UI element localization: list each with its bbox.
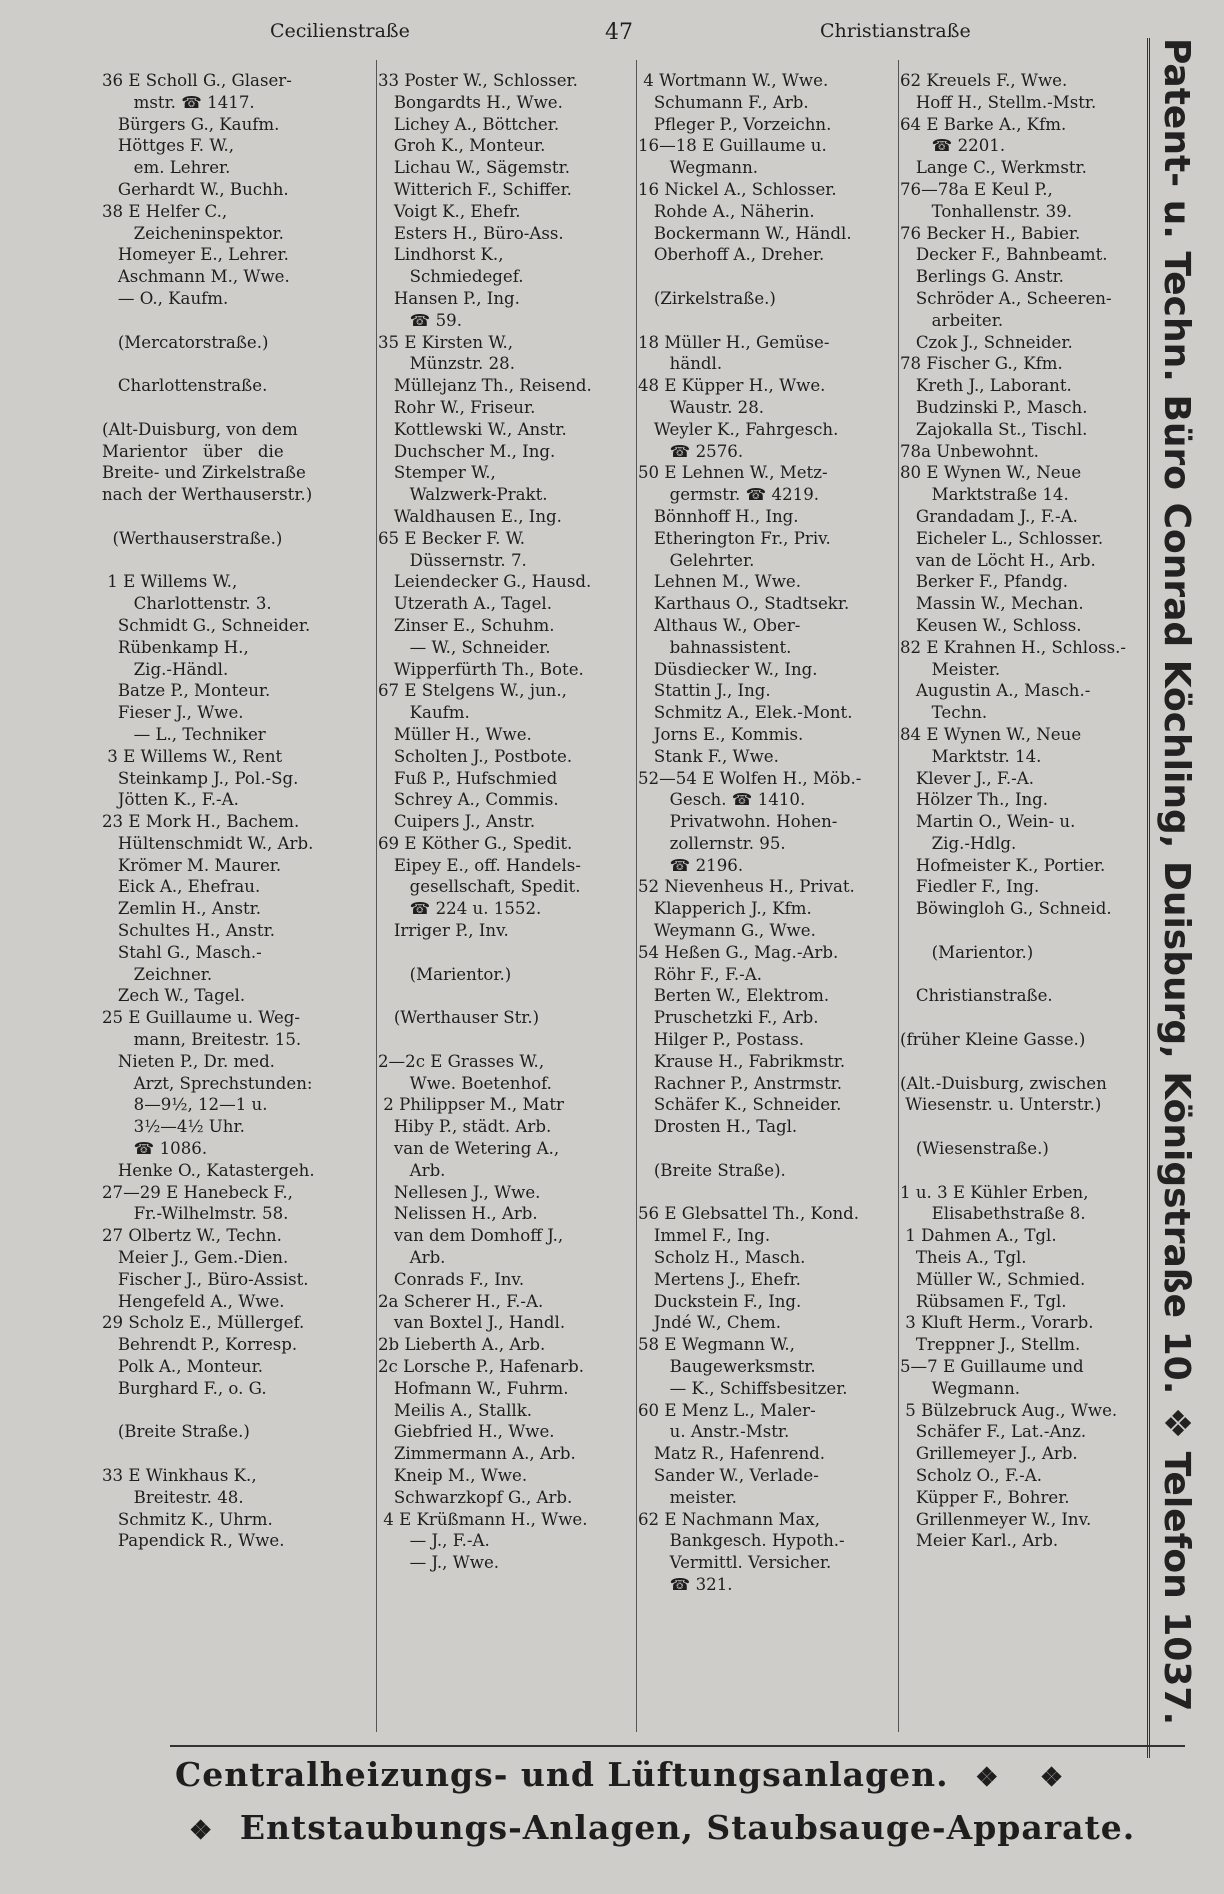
directory-line: Meilis A., Stallk. [378, 1400, 533, 1420]
directory-line: Elisabethstraße 8. [900, 1204, 1086, 1224]
directory-line [102, 550, 377, 572]
directory-line: Papendick R., Wwe. [102, 1531, 285, 1551]
directory-line: 2—2c E Grasses W., [378, 1051, 545, 1071]
directory-line: Münzstr. 28. [378, 354, 515, 374]
directory-line: (Marientor.) [900, 942, 1034, 962]
directory-line: Pfleger P., Vorzeichn. [638, 114, 832, 134]
directory-line: Jndé W., Chem. [638, 1313, 782, 1333]
directory-line: Leiendecker G., Hausd. [378, 572, 592, 592]
header-right-street: Christianstraße [820, 20, 971, 42]
directory-line: 33 Poster W., Schlosser. [378, 71, 578, 90]
directory-line: Homeyer E., Lehrer. [102, 245, 289, 265]
directory-line: Drosten H., Tagl. [638, 1117, 798, 1137]
directory-line: Waldhausen E., Ing. [378, 506, 562, 526]
directory-line: Bongardts H., Wwe. [378, 92, 563, 112]
directory-line: 52—54 E Wolfen H., Möb.- [638, 768, 862, 788]
directory-line: 16 Nickel A., Schlosser. [638, 179, 837, 199]
directory-line: ☎ 321. [638, 1574, 733, 1594]
directory-line: Nelissen H., Arb. [378, 1204, 538, 1224]
directory-line: Waustr. 28. [638, 397, 765, 417]
directory-line: Hofmann W., Fuhrm. [378, 1378, 569, 1398]
directory-line: 2b Lieberth A., Arb. [378, 1335, 546, 1355]
directory-line: 52 Nievenheus H., Privat. [638, 877, 855, 897]
directory-line: (Breite Straße). [638, 1160, 786, 1180]
directory-line: Höttges F. W., [102, 136, 235, 156]
directory-line: Stattin J., Ing. [638, 681, 771, 701]
directory-line: Stank F., Wwe. [638, 746, 779, 766]
directory-line: — J., Wwe. [378, 1553, 500, 1573]
footer-ad-line-1 [175, 1755, 1078, 1794]
directory-line: Fieser J., Wwe. [102, 703, 244, 723]
directory-line: 84 E Wynen W., Neue [900, 724, 1082, 744]
directory-line: van dem Domhoff J., [378, 1226, 564, 1246]
directory-line: Fischer J., Büro-Assist. [102, 1269, 309, 1289]
directory-line: Zemlin H., Anstr. [102, 899, 262, 919]
directory-line: Stahl G., Masch.- [102, 942, 262, 962]
directory-line: ☎ 224 u. 1552. [378, 899, 542, 919]
directory-line: Schmitz K., Uhrm. [102, 1509, 273, 1529]
directory-line: Schmitz A., Elek.-Mont. [638, 703, 853, 723]
directory-line: (Breite Straße.) [102, 1422, 250, 1442]
directory-line [102, 506, 377, 528]
directory-line: Mertens J., Ehefr. [638, 1269, 801, 1289]
directory-line: Eick A., Ehefrau. [102, 877, 261, 897]
directory-line: Zeichner. [102, 964, 213, 984]
directory-line: Marktstraße 14. [900, 485, 1069, 505]
directory-line: 56 E Glebsattel Th., Kond. [638, 1204, 860, 1224]
directory-line: Lange C., Werkmstr. [900, 158, 1087, 178]
directory-line: Batze P., Monteur. [102, 681, 271, 701]
directory-line [900, 1051, 1150, 1073]
directory-line: Schumann F., Arb. [638, 92, 809, 112]
side-advertisement [1147, 38, 1202, 1758]
directory-line: 2a Scherer H., F.-A. [378, 1291, 544, 1311]
directory-line: Müller H., Wwe. [378, 724, 532, 744]
directory-line: (Zirkelstraße.) [638, 288, 776, 308]
directory-line: 50 E Lehnen W., Metz- [638, 463, 828, 483]
directory-line: u. Anstr.-Mstr. [638, 1422, 790, 1442]
directory-line: 82 E Krahnen H., Schloss.- [900, 637, 1127, 657]
directory-line: 3½—4½ Uhr. [102, 1117, 245, 1137]
directory-line: (Werthauserstraße.) [102, 528, 283, 548]
directory-line [378, 1029, 643, 1051]
directory-line: Scholten J., Postbote. [378, 746, 573, 766]
directory-line: Arb. [378, 1160, 446, 1180]
directory-line: Irriger P., Inv. [378, 921, 509, 941]
directory-line: 62 E Nachmann Max, [638, 1509, 820, 1529]
directory-line: Meister. [900, 659, 1001, 679]
directory-line: 3 E Willems W., Rent [102, 746, 283, 766]
directory-line: Kneip M., Wwe. [378, 1466, 528, 1485]
directory-line: em. Lehrer. [102, 158, 231, 178]
directory-line: Böwingloh G., Schneid. [900, 899, 1112, 919]
directory-line: 1 E Willems W., [102, 572, 238, 592]
directory-line: Scholz H., Masch. [638, 1248, 806, 1268]
directory-line: Theis A., Tgl. [900, 1248, 1027, 1268]
directory-line: Jorns E., Kommis. [638, 724, 804, 744]
directory-line: Kaufm. [378, 703, 470, 723]
directory-line: Voigt K., Ehefr. [378, 201, 521, 221]
directory-line: 60 E Menz L., Maler- [638, 1400, 816, 1420]
directory-line: Privatwohn. Hohen- [638, 812, 838, 832]
directory-line: 35 E Kirsten W., [378, 332, 514, 352]
directory-line: Wipperfürth Th., Bote. [378, 659, 584, 679]
directory-line: Hültenschmidt W., Arb. [102, 833, 314, 853]
directory-line: Gesch. ☎ 1410. [638, 790, 806, 810]
directory-line: Zeicheninspektor. [102, 223, 284, 243]
directory-line: Christianstraße. [900, 986, 1053, 1006]
directory-line: ☎ 2196. [638, 855, 744, 875]
directory-line: Meier J., Gem.-Dien. [102, 1248, 289, 1268]
directory-line: Groh K., Monteur. [378, 136, 546, 156]
directory-line: Krömer M. Maurer. [102, 855, 282, 875]
directory-line: 23 E Mork H., Bachem. [102, 812, 300, 832]
directory-line: 78 Fischer G., Kfm. [900, 354, 1063, 374]
directory-line: Czok J., Schneider. [900, 332, 1073, 352]
directory-line: Grillemeyer J., Arb. [900, 1444, 1078, 1464]
directory-line: Müller W., Schmied. [900, 1269, 1086, 1289]
directory-line: Immel F., Ing. [638, 1226, 771, 1246]
directory-line: Zech W., Tagel. [102, 986, 246, 1006]
directory-line: Düsdiecker W., Ing. [638, 659, 818, 679]
directory-column-1 [102, 70, 377, 1552]
directory-line: Massin W., Mechan. [900, 594, 1084, 614]
directory-line: Martin O., Wein- u. [900, 812, 1076, 832]
directory-line: 48 E Küpper H., Wwe. [638, 376, 826, 396]
directory-line: Fiedler F., Ing. [900, 877, 1040, 897]
directory-line: Utzerath A., Tagel. [378, 594, 552, 614]
directory-line: 5 Bülzebruck Aug., Wwe. [900, 1400, 1118, 1420]
directory-line: Wwe. Boetenhof. [378, 1073, 552, 1093]
directory-line: Zimmermann A., Arb. [378, 1444, 576, 1464]
directory-line: meister. [638, 1487, 737, 1507]
directory-line: Pruschetzki F., Arb. [638, 1008, 819, 1028]
directory-line: ☎ 59. [378, 310, 462, 330]
directory-line: zollernstr. 95. [638, 833, 786, 853]
directory-line: Sander W., Verlade- [638, 1466, 819, 1485]
directory-line: (Mercatorstraße.) [102, 332, 269, 352]
directory-line: Augustin A., Masch.- [900, 681, 1091, 701]
directory-column-2 [378, 70, 643, 1574]
directory-line: 27—29 E Hanebeck F., [102, 1182, 293, 1202]
directory-line: Meier Karl., Arb. [900, 1531, 1059, 1551]
directory-line [638, 310, 900, 332]
directory-line: Henke O., Katastergeh. [102, 1160, 315, 1180]
directory-line: Berten W., Elektrom. [638, 986, 830, 1006]
directory-line: Duckstein F., Ing. [638, 1291, 802, 1311]
directory-line: Tonhallenstr. 39. [900, 201, 1073, 221]
directory-line: 65 E Becker F. W. [378, 528, 526, 548]
directory-line: Lichey A., Böttcher. [378, 114, 560, 134]
directory-line: 1 Dahmen A., Tgl. [900, 1226, 1057, 1246]
directory-line: Hoff H., Stellm.-Mstr. [900, 92, 1097, 112]
footer-ad-line-1-text: Centralheizungs- und Lüftungsanlagen. [175, 1755, 949, 1794]
directory-line: 36 E Scholl G., Glaser- [102, 71, 292, 90]
directory-line [638, 1182, 900, 1204]
directory-line: Burghard F., o. G. [102, 1378, 267, 1398]
directory-line: Zig.-Händl. [102, 659, 229, 679]
directory-line: Bockermann W., Händl. [638, 223, 852, 243]
directory-line: Bönnhoff H., Ing. [638, 506, 799, 526]
directory-line: Charlottenstraße. [102, 376, 268, 396]
directory-line: Stemper W., [378, 463, 496, 483]
directory-line: 58 E Wegmann W., [638, 1335, 795, 1355]
directory-line: gesellschaft, Spedit. [378, 877, 581, 897]
directory-line: Krause H., Fabrikmstr. [638, 1051, 846, 1071]
directory-line: Nellesen J., Wwe. [378, 1182, 541, 1202]
directory-line: van Boxtel J., Handl. [378, 1313, 566, 1333]
directory-line: Scholz O., F.-A. [900, 1466, 1043, 1485]
directory-line: Wiesenstr. u. Unterstr.) [900, 1095, 1102, 1115]
directory-line: Aschmann M., Wwe. [102, 267, 290, 287]
directory-line [900, 1116, 1150, 1138]
directory-line: Vermittl. Versicher. [638, 1553, 832, 1573]
directory-line: Lindhorst K., [378, 245, 504, 265]
directory-line: Schultes H., Anstr. [102, 921, 275, 941]
directory-line: Charlottenstr. 3. [102, 594, 272, 614]
directory-line: Grandadam J., F.-A. [900, 506, 1078, 526]
directory-column-4 [900, 70, 1150, 1552]
directory-line: Etherington Fr., Priv. [638, 528, 831, 548]
directory-line: Schmiedegef. [378, 267, 524, 287]
directory-line: 18 Müller H., Gemüse- [638, 332, 830, 352]
directory-line: mann, Breitestr. 15. [102, 1030, 302, 1050]
directory-line: bahnassistent. [638, 637, 792, 657]
directory-line: 5—7 E Guillaume und [900, 1357, 1084, 1377]
directory-line: Hengefeld A., Wwe. [102, 1291, 285, 1311]
directory-line: Marktstr. 14. [900, 746, 1042, 766]
directory-line: ☎ 2576. [638, 441, 744, 461]
directory-line: — O., Kaufm. [102, 288, 229, 308]
directory-line: Walzwerk-Prakt. [378, 485, 548, 505]
directory-line: Klever J., F.-A. [900, 768, 1035, 788]
directory-line: arbeiter. [900, 310, 1004, 330]
directory-line: (Marientor.) [378, 964, 512, 984]
directory-line: van de Löcht H., Arb. [900, 550, 1096, 570]
directory-line: 27 Olbertz W., Techn. [102, 1226, 282, 1246]
directory-line: Rachner P., Anstrmstr. [638, 1073, 843, 1093]
directory-line: Bürgers G., Kaufm. [102, 114, 280, 134]
directory-line: Matz R., Hafenrend. [638, 1444, 826, 1464]
directory-line [378, 942, 643, 964]
directory-line: Baugewerksmstr. [638, 1357, 816, 1377]
directory-line: Treppner J., Stellm. [900, 1335, 1081, 1355]
directory-line: Eipey E., off. Handels- [378, 855, 581, 875]
directory-line: Hölzer Th., Ing. [900, 790, 1049, 810]
directory-line [102, 310, 377, 332]
directory-line: Berker F., Pfandg. [900, 572, 1069, 592]
directory-line: — K., Schiffsbesitzer. [638, 1378, 848, 1398]
directory-line: Weyler K., Fahrgesch. [638, 419, 839, 439]
directory-line [900, 1160, 1150, 1182]
directory-line: Budzinski P., Masch. [900, 397, 1088, 417]
directory-line: Grillenmeyer W., Inv. [900, 1509, 1092, 1529]
directory-line: Witterich F., Schiffer. [378, 179, 572, 199]
directory-line: 54 Heßen G., Mag.-Arb. [638, 942, 839, 962]
directory-line: 78a Unbewohnt. [900, 441, 1039, 461]
directory-line: Küpper F., Bohrer. [900, 1487, 1070, 1507]
directory-line: Breite- und Zirkelstraße [102, 463, 306, 483]
directory-line: Fuß P., Hufschmied [378, 768, 558, 788]
directory-line: Oberhoff A., Dreher. [638, 245, 825, 265]
directory-line: Althaus W., Ober- [638, 615, 801, 635]
directory-line: Lichau W., Sägemstr. [378, 158, 570, 178]
directory-line: Weymann G., Wwe. [638, 921, 816, 941]
directory-line: van de Wetering A., [378, 1139, 560, 1159]
directory-line: (Werthauser Str.) [378, 1008, 540, 1028]
directory-line: Gerhardt W., Buchh. [102, 179, 289, 199]
directory-line: Hilger P., Postass. [638, 1030, 805, 1050]
directory-line: ☎ 1086. [102, 1139, 208, 1159]
directory-line: Breitestr. 48. [102, 1487, 244, 1507]
directory-line: Müllejanz Th., Reisend. [378, 376, 592, 396]
directory-line: Kreth J., Laborant. [900, 376, 1072, 396]
directory-line: Techn. [900, 703, 988, 723]
directory-line: Arb. [378, 1248, 446, 1268]
directory-line: 25 E Guillaume u. Weg- [102, 1008, 301, 1028]
directory-line: Schwarzkopf G., Arb. [378, 1487, 573, 1507]
ornament-icon: ❖ [975, 1763, 1000, 1793]
directory-line: Schäfer F., Lat.-Anz. [900, 1422, 1087, 1442]
directory-line: Conrads F., Inv. [378, 1269, 525, 1289]
directory-line: Klapperich J., Kfm. [638, 899, 812, 919]
directory-line: Gelehrter. [638, 550, 755, 570]
directory-line: 3 Kluft Herm., Vorarb. [900, 1313, 1094, 1333]
footer-ad-line-2-text: Entstaubungs-Anlagen, Staubsauge-Apparate. [239, 1808, 1136, 1847]
directory-line: 33 E Winkhaus K., [102, 1466, 257, 1485]
directory-line: Hofmeister K., Portier. [900, 855, 1106, 875]
directory-line: Düssernstr. 7. [378, 550, 527, 570]
directory-line [638, 1138, 900, 1160]
directory-line: Berlings G. Anstr. [900, 267, 1064, 287]
directory-line: Wegmann. [900, 1378, 1021, 1398]
ornament-icon: ❖ [1039, 1763, 1065, 1793]
directory-line: 62 Kreuels F., Wwe. [900, 71, 1068, 90]
directory-line: 4 Wortmann W., Wwe. [638, 71, 829, 90]
directory-line: Kottlewski W., Anstr. [378, 419, 567, 439]
directory-line [900, 964, 1150, 986]
directory-line: Rohr W., Friseur. [378, 397, 536, 417]
directory-line: (Alt.-Duisburg, zwischen [900, 1073, 1107, 1093]
directory-line: Duchscher M., Ing. [378, 441, 556, 461]
directory-line: — W., Schneider. [378, 637, 551, 657]
directory-line [102, 1443, 377, 1465]
directory-line: 29 Scholz E., Müllergef. [102, 1313, 305, 1333]
directory-line: Hansen P., Ing. [378, 288, 520, 308]
directory-line: Jötten K., F.-A. [102, 790, 239, 810]
directory-line: Steinkamp J., Pol.-Sg. [102, 768, 299, 788]
directory-line: Zinser E., Schuhm. [378, 615, 555, 635]
directory-line: Esters H., Büro-Ass. [378, 223, 564, 243]
directory-line: Zajokalla St., Tischl. [900, 419, 1088, 439]
directory-line: 8—9½, 12—1 u. [102, 1095, 268, 1115]
directory-line: (früher Kleine Gasse.) [900, 1030, 1086, 1050]
directory-line: 1 u. 3 E Kühler Erben, [900, 1182, 1089, 1202]
directory-line: 76—78a E Keul P., [900, 179, 1053, 199]
directory-line: Arzt, Sprechstunden: [102, 1073, 313, 1093]
directory-line: — L., Techniker [102, 724, 266, 744]
page-number: 47 [605, 20, 633, 45]
directory-line: (Alt-Duisburg, von dem [102, 419, 298, 439]
directory-line: 16—18 E Guillaume u. [638, 136, 827, 156]
directory-line: 2 Philippser M., Matr [378, 1095, 564, 1115]
directory-line: 4 E Krüßmann H., Wwe. [378, 1509, 588, 1529]
directory-line [378, 985, 643, 1007]
directory-line: händl. [638, 354, 723, 374]
directory-column-3 [638, 70, 900, 1596]
directory-line: germstr. ☎ 4219. [638, 485, 820, 505]
directory-line: Schrey A., Commis. [378, 790, 559, 810]
directory-line [102, 1400, 377, 1422]
directory-line: Hiby P., städt. Arb. [378, 1117, 552, 1137]
directory-line: Rohde A., Näherin. [638, 201, 815, 221]
directory-line: 38 E Helfer C., [102, 201, 228, 221]
ornament-icon: ❖ [189, 1816, 214, 1846]
directory-line [900, 1007, 1150, 1029]
directory-line [900, 920, 1150, 942]
directory-line: Keusen W., Schloss. [900, 615, 1082, 635]
directory-line: Fr.-Wilhelmstr. 58. [102, 1204, 289, 1224]
directory-line [102, 353, 377, 375]
directory-line [102, 397, 377, 419]
directory-line: Cuipers J., Anstr. [378, 812, 536, 832]
directory-line: ☎ 2201. [900, 136, 1006, 156]
directory-line: 2c Lorsche P., Hafenarb. [378, 1357, 585, 1377]
directory-line: Decker F., Bahnbeamt. [900, 245, 1108, 265]
directory-line: 80 E Wynen W., Neue [900, 463, 1082, 483]
directory-line: Lehnen M., Wwe. [638, 572, 801, 592]
directory-line: Bankgesch. Hypoth.- [638, 1531, 845, 1551]
directory-line: nach der Werthauserstr.) [102, 485, 313, 505]
directory-line: Rübenkamp H., [102, 637, 249, 657]
directory-line: Marientor über die [102, 441, 284, 461]
directory-line: Behrendt P., Korresp. [102, 1335, 298, 1355]
directory-line: Polk A., Monteur. [102, 1357, 263, 1377]
footer-rule [170, 1745, 1185, 1747]
directory-line: Röhr F., F.-A. [638, 964, 763, 984]
directory-line: Eicheler L., Schlosser. [900, 528, 1104, 548]
directory-line: Schäfer K., Schneider. [638, 1095, 842, 1115]
directory-line: Schmidt G., Schneider. [102, 615, 311, 635]
directory-line: 76 Becker H., Babier. [900, 223, 1081, 243]
directory-line: (Wiesenstraße.) [900, 1139, 1049, 1159]
side-advertisement-text: Patent- u. Techn. Büro Conrad Köchling, Duisburg, Königstraße 10. ❖ Telefon 1037. [1156, 38, 1197, 1726]
directory-line: Karthaus O., Stadtsekr. [638, 594, 850, 614]
directory-line: 67 E Stelgens W., jun., [378, 681, 567, 701]
directory-line: Wegmann. [638, 158, 759, 178]
directory-line: — J., F.-A. [378, 1531, 490, 1551]
directory-line: 64 E Barke A., Kfm. [900, 114, 1067, 134]
directory-line: Zig.-Hdlg. [900, 833, 1017, 853]
directory-line: mstr. ☎ 1417. [102, 92, 255, 112]
directory-line: Giebfried H., Wwe. [378, 1422, 555, 1442]
directory-line: Rübsamen F., Tgl. [900, 1291, 1067, 1311]
directory-line: 69 E Köther G., Spedit. [378, 833, 573, 853]
directory-line: Schröder A., Scheeren- [900, 288, 1112, 308]
directory-line [638, 266, 900, 288]
footer-ad-line-2 [175, 1808, 1135, 1847]
header-left-street: Cecilienstraße [270, 20, 410, 42]
directory-line: Nieten P., Dr. med. [102, 1051, 275, 1071]
